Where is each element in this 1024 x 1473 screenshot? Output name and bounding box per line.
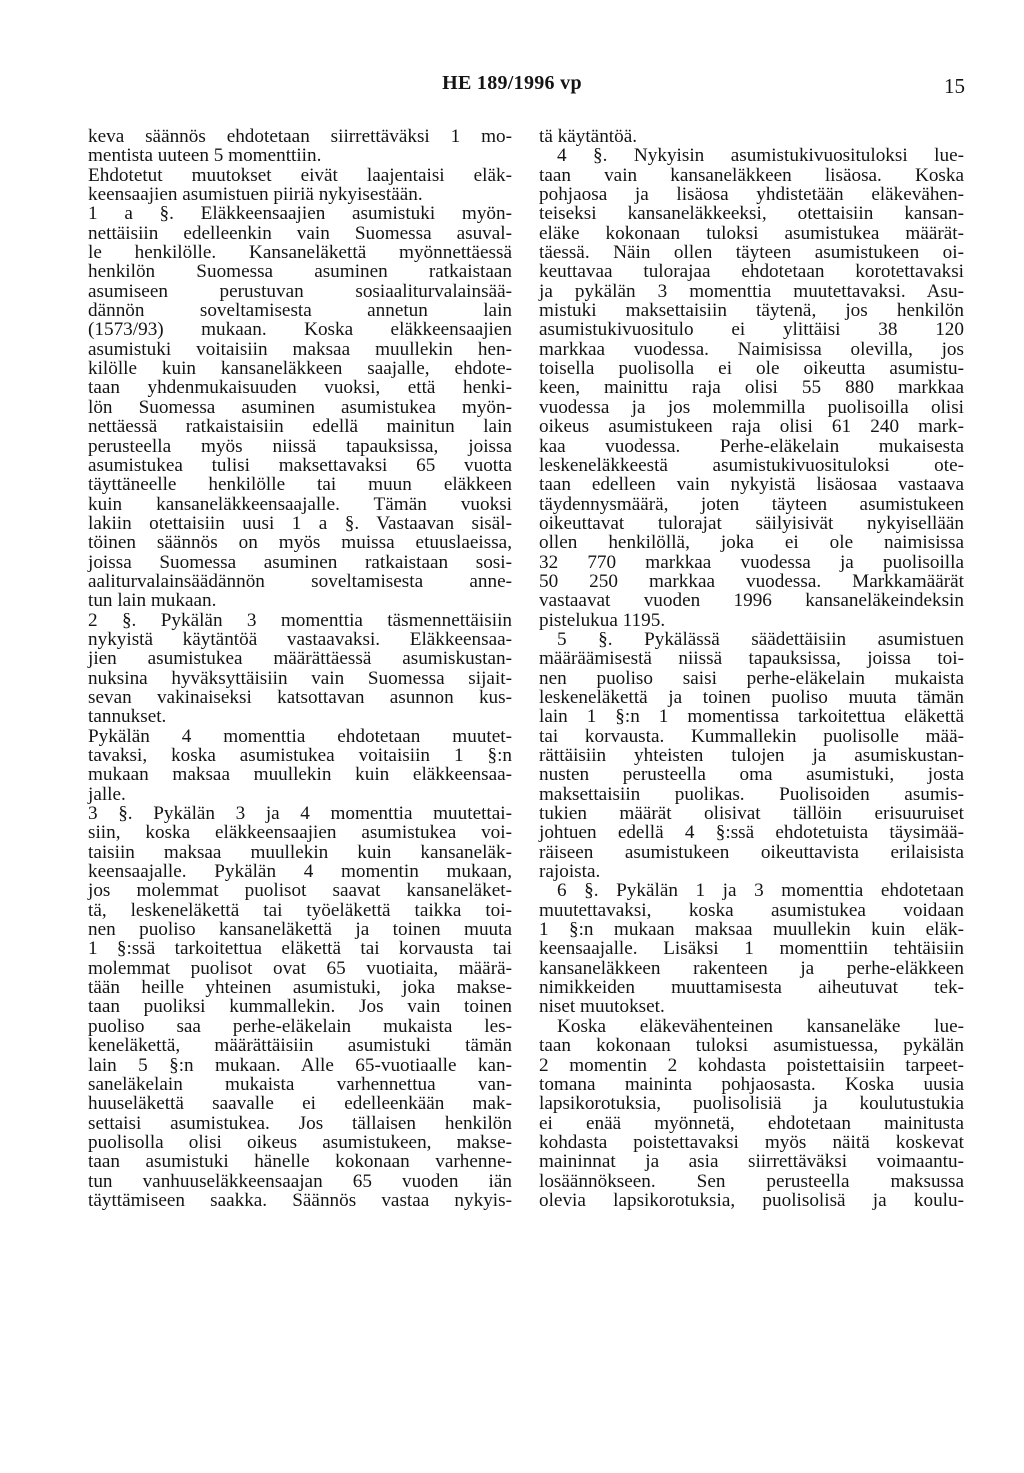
text-line: täyttäneelle henkilölle tai muun eläkkeen	[88, 474, 512, 496]
text-line: nen puoliso kansaneläkettä ja toinen muuta	[88, 919, 512, 941]
text-line: kaa vuodessa. Perhe-eläkelain mukaisesta	[539, 435, 964, 457]
text-line: lain 1 §:n 1 momentissa tarkoitettua eläkettä	[539, 706, 964, 728]
text-line: kuin kansaneläkkeensaajalle. Tämän vuoksi	[88, 493, 512, 515]
text-line: 5 §. Pykälässä säädettäisiin asumistuen	[557, 628, 964, 650]
text-line: olevia lapsikorotuksia, puolisolisä ja koulu-	[539, 1189, 964, 1211]
text-line: Koska eläkevähenteinen kansaneläke lue-	[557, 1015, 964, 1037]
document-title: HE 189/1996 vp	[442, 72, 582, 94]
text-line: mentista uuteen 5 momenttiin.	[88, 145, 322, 167]
text-line: leskeneläkkeestä asumistukivuosituloksi ote-	[539, 454, 964, 476]
text-line: mistuki maksettaisiin täytenä, jos henkilön	[539, 300, 964, 322]
text-line: tun lain mukaan.	[88, 590, 217, 612]
text-line: teiseksi kansaneläkkeeksi, otettaisiin kansan-	[539, 203, 964, 225]
text-line: aaliturvalainsäädännön soveltamisesta anne-	[88, 570, 512, 592]
text-line: 2 momentin 2 kohdasta poistettaisiin tarpeet-	[539, 1054, 964, 1076]
text-line: keensaajalle. Lisäksi 1 momenttiin tehtäisiin	[539, 938, 964, 960]
text-line: henkilön Suomessa asuminen ratkaistaan	[88, 261, 512, 283]
text-line: asumistukivuositulo ei ylittäisi 38 120	[539, 319, 964, 341]
text-line: ja pykälän 3 momenttia muutettavaksi. Asu-	[539, 280, 964, 302]
text-line: keuttavaa tulorajaa ehdotetaan korotettavaksi	[539, 261, 964, 283]
text-line: keen, mainittu raja olisi 55 880 markkaa	[539, 377, 964, 399]
text-line: saneläkelain mukaista varhennettua van-	[88, 1073, 512, 1095]
text-line: ei enää myönnetä, ehdotetaan mainitusta	[539, 1112, 964, 1134]
text-line: tannukset.	[88, 706, 167, 728]
text-line: nykyistä käytäntöä vastaavaksi. Eläkkeensaa-	[88, 628, 512, 650]
text-line: vuodessa ja jos molemmilla puolisoilla olisi	[539, 396, 964, 418]
text-line: perusteella myös niissä tapauksissa, joissa	[88, 435, 512, 457]
text-line: 1 a §. Eläkkeensaajien asumistuki myön-	[88, 203, 512, 225]
text-line: maininnat ja asia siirrettäväksi voimaantu-	[539, 1151, 964, 1173]
text-line: lön Suomessa asuminen asumistukea myön-	[88, 396, 512, 418]
text-line: lakiin otettaisiin uusi 1 a §. Vastaavan sisäl-	[88, 512, 512, 534]
text-line: settaisi asumistukea. Jos tällaisen henkilön	[88, 1112, 512, 1134]
text-line: 50 250 markkaa vuodessa. Markkamäärät	[539, 570, 964, 592]
text-line: taan kokonaan tuloksi asumistuessa, pykälän	[539, 1035, 964, 1057]
text-line: 6 §. Pykälän 1 ja 3 momenttia ehdotetaan	[557, 880, 964, 902]
text-line: dännön soveltamisesta annetun lain	[88, 300, 512, 322]
text-line: tään heille yhteinen asumistuki, joka makse-	[88, 977, 512, 999]
text-line: taisiin maksaa muullekin kuin kansaneläk-	[88, 841, 512, 863]
text-line: täessä. Näin ollen täyteen asumistukeen oi-	[539, 242, 964, 264]
text-line: 3 §. Pykälän 3 ja 4 momenttia muutettai-	[88, 803, 512, 825]
text-line: jalle.	[88, 783, 126, 805]
text-line: johtuen edellä 4 §:ssä ehdotetuista täysimää-	[539, 822, 964, 844]
page-header	[0, 72, 1024, 102]
text-line: tukien määrät olisivat tällöin erisuuruiset	[539, 803, 964, 825]
text-line: tavaksi, koska asumistukea voitaisiin 1 §:n	[88, 745, 512, 766]
text-line: nettäessä ratkaistaisiin edellä mainitun lain	[88, 416, 512, 438]
text-line: markkaa vuodessa. Naimisissa olevilla, jos	[539, 338, 964, 360]
text-line: niset muutokset.	[539, 996, 665, 1018]
text-line: töinen säännös on myös muissa etuuslaeissa,	[88, 532, 512, 554]
text-line: mukaan maksaa muullekin kuin eläkkeensaa-	[88, 764, 512, 786]
text-line: 1 §:ssä tarkoitettua eläkettä tai korvausta tai	[88, 938, 512, 960]
text-line: lapsikorotuksia, puolisolisiä ja koulutustukia	[539, 1093, 964, 1115]
text-line: eläke kokonaan tuloksi asumistukea määrät-	[539, 222, 964, 244]
text-line: keva säännös ehdotetaan siirrettäväksi 1 mo-	[88, 126, 512, 147]
text-line: tomana maininta pohjaosasta. Koska uusia	[539, 1073, 964, 1095]
text-line: kansaneläkkeen rakenteen ja perhe-eläkkeen	[539, 957, 964, 979]
text-line: lain 5 §:n mukaan. Alle 65-vuotiaalle kan-	[88, 1054, 512, 1076]
text-line: vastaavat vuoden 1996 kansaneläkeindeksin	[539, 590, 964, 612]
text-line: nimikkeiden muuttamisesta aiheutuvat tek-	[539, 977, 964, 999]
text-line: nettäisiin edelleenkin vain Suomessa asuval-	[88, 222, 512, 244]
text-line: tä käytäntöä.	[539, 126, 638, 147]
text-line: taan yhdenmukaisuuden vuoksi, että henki-	[88, 377, 512, 399]
text-line: taan vain kansaneläkkeen lisäosa. Koska	[539, 164, 964, 186]
text-line: tai korvausta. Kummallekin puolisolle mää-	[539, 725, 964, 747]
text-line: kilölle kuin kansaneläkkeen saajalle, ehdote-	[88, 358, 512, 380]
right-text-column	[539, 127, 964, 1210]
text-line: taan edelleen vain nykyistä lisäosaa vastaava	[539, 474, 964, 496]
text-line: tä, leskeneläkettä tai työeläkettä taikka toi-	[88, 899, 512, 921]
text-line: taan puoliksi kummallekin. Jos vain toinen	[88, 996, 512, 1018]
text-line: nen puoliso saisi perhe-eläkelain mukaista	[539, 667, 964, 689]
text-line: le henkilölle. Kansaneläkettä myönnettäessä	[88, 242, 512, 264]
page-number: 15	[944, 74, 965, 98]
text-line: (1573/93) mukaan. Koska eläkkeensaajien	[88, 319, 512, 341]
text-line: asumiseen perustuvan sosiaaliturvalainsää-	[88, 280, 512, 302]
text-line: nuksina hyväksyttäisiin vain Suomessa sijait-	[88, 667, 512, 689]
text-line: tun vanhuuseläkkeensaajan 65 vuoden iän	[88, 1170, 512, 1192]
text-line: Ehdotetut muutokset eivät laajentaisi eläk-	[88, 164, 512, 186]
text-line: asumistukea tulisi maksettavaksi 65 vuotta	[88, 454, 512, 476]
text-line: pistelukua 1195.	[539, 609, 666, 631]
text-line: rajoista.	[539, 861, 601, 883]
text-line: taan asumistuki hänelle kokonaan varhenne-	[88, 1151, 512, 1173]
text-line: 32 770 markkaa vuodessa ja puolisoilla	[539, 551, 964, 573]
text-line: 1 §:n mukaan maksaa muullekin kuin eläk-	[539, 919, 964, 941]
text-line: oikeuttavat tulorajat säilyisivät nykyisellään	[539, 512, 964, 534]
text-line: joissa Suomessa asuminen ratkaistaan sosi-	[88, 551, 512, 573]
text-line: 4 §. Nykyisin asumistukivuosituloksi lue-	[557, 145, 964, 167]
text-line: rättäisiin yhteisten tulojen ja asumiskustan-	[539, 745, 964, 766]
text-line: Pykälän 4 momenttia ehdotetaan muutet-	[88, 725, 512, 747]
text-line: täydennysmäärä, joten täyteen asumistukeen	[539, 493, 964, 515]
text-line: räiseen asumistukeen oikeuttavista erilaisista	[539, 841, 964, 863]
text-line: leskeneläkettä ja toinen puoliso muuta tämän	[539, 686, 964, 708]
text-line: keensaajien asumistuen piiriä nykyisestään.	[88, 184, 423, 206]
text-line: siin, koska eläkkeensaajien asumistukea voi-	[88, 822, 512, 844]
text-line: maksettaisiin puolikas. Puolisoiden asumis-	[539, 783, 964, 805]
text-line: pohjaosa ja lisäosa yhdistetään eläkevähen-	[539, 184, 964, 206]
text-line: jien asumistukea määrättäessä asumiskustan-	[88, 648, 512, 670]
text-line: puolisolla olisi oikeus asumistukeen, makse-	[88, 1131, 512, 1153]
text-line: huuseläkettä saavalle ei edelleenkään mak-	[88, 1093, 512, 1115]
left-text-column	[88, 127, 512, 1210]
text-line: keensaajalle. Pykälän 4 momentin mukaan,	[88, 861, 512, 883]
text-line: määräämisestä niissä tapauksissa, joissa toi-	[539, 648, 964, 670]
text-line: nusten perusteella oma asumistuki, josta	[539, 764, 964, 786]
text-line: sevan vakinaiseksi katsottavan asunnon kus-	[88, 686, 512, 708]
text-line: jos molemmat puolisot saavat kansaneläket-	[88, 880, 512, 902]
text-line: 2 §. Pykälän 3 momenttia täsmennettäisiin	[88, 609, 512, 631]
text-line: molemmat puolisot ovat 65 vuotiaita, määrä-	[88, 957, 512, 979]
text-line: toisella puolisolla ei ole oikeutta asumistu-	[539, 358, 964, 380]
text-line: täyttämiseen saakka. Säännös vastaa nykyis-	[88, 1189, 512, 1211]
text-line: asumistuki voitaisiin maksaa muullekin hen-	[88, 338, 512, 360]
text-line: kohdasta poistettavaksi myös näitä koskevat	[539, 1131, 964, 1153]
text-line: ollen henkilöllä, joka ei ole naimisissa	[539, 532, 964, 554]
text-line: puoliso saa perhe-eläkelain mukaista les-	[88, 1015, 512, 1037]
text-line: losäännökseen. Sen perusteella maksussa	[539, 1170, 964, 1192]
text-line: muutettavaksi, koska asumistukea voidaan	[539, 899, 964, 921]
text-line: keneläkettä, määrättäisiin asumistuki tämän	[88, 1035, 512, 1057]
text-line: oikeus asumistukeen raja olisi 61 240 mark-	[539, 416, 964, 438]
